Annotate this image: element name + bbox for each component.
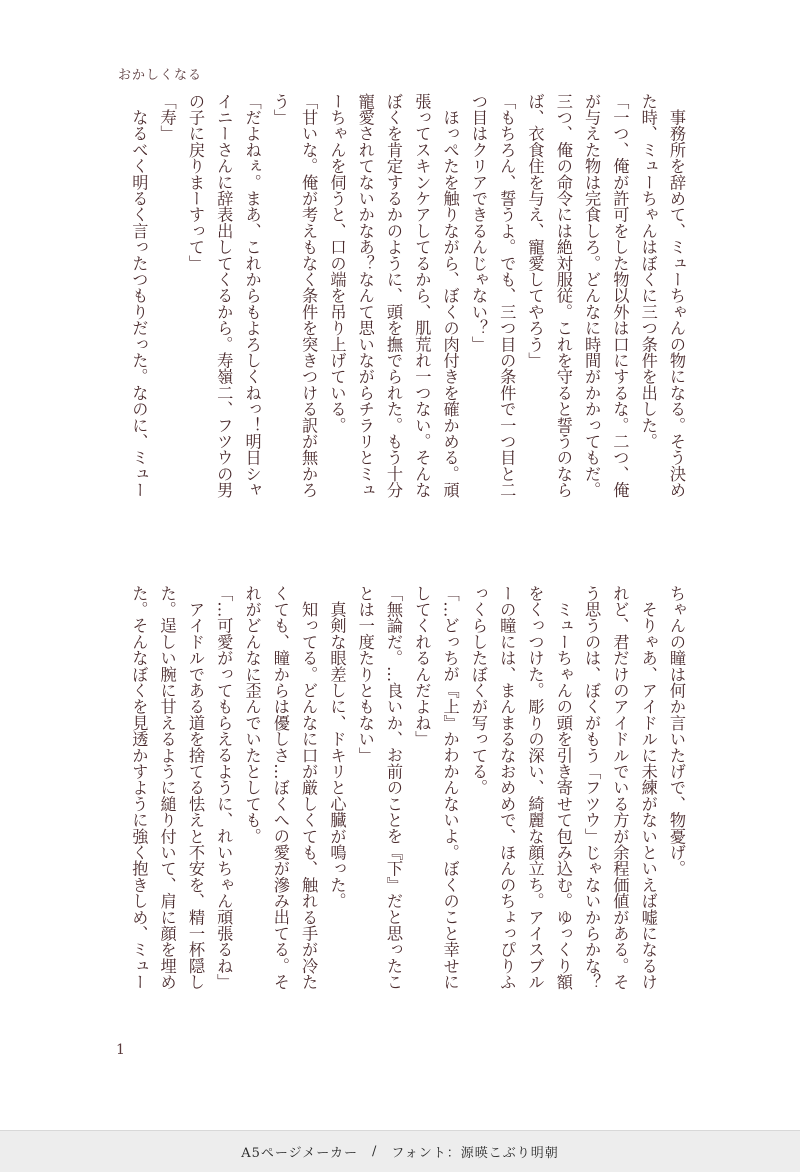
text-line: 事務所を辞めて、ミューちゃんの物になる。そう決め (667, 93, 686, 498)
footer-separator: / (372, 1144, 378, 1159)
text-line: してくれるんだよね」 (412, 585, 432, 747)
text-line: イニーさんに辞表出してくるから。寿嶺二、フツウの男 (214, 93, 234, 498)
footer-bar (0, 1130, 800, 1172)
text-line: そりゃあ、アイドルに未練がないといえば嘘になるけ (638, 585, 658, 990)
text-line: 知ってる。どんなに口が厳しくても、触れる手が冷た (299, 585, 319, 990)
text-line: ちゃんの瞳は何か言いたげで、物憂げ。 (667, 585, 686, 877)
text-line: っくらしたぼくが写ってる。 (468, 585, 488, 796)
text-line: ぼくを肯定するかのように、頭を撫でられた。もう十分 (384, 93, 404, 498)
text-line: つ目はクリアできるんじゃない？」 (468, 93, 488, 353)
text-line: う」 (270, 93, 290, 126)
footer-font-name: フォント：源暎こぶり明朝 (391, 1146, 559, 1161)
text-line: 寵愛されてないかなあ？なんて思いながらチラリとミュ (355, 93, 375, 498)
text-line: 「…可愛がってもらえるように、れいちゃん頑張るね」 (214, 585, 234, 990)
text-line: アイドルである道を捨てる怯えと不安を、精一杯隠し (185, 585, 205, 990)
text-line: た時、ミューちゃんはぼくに三つ条件を出した。 (638, 93, 658, 450)
text-line: 「だよねぇ。まあ、これからもよろしくねっ！明日シャ (242, 93, 262, 498)
text-line: とは一度たりともない」 (355, 585, 375, 764)
text-line: が与えた物は完食しろ。どんなに時間がかかってもだ。 (582, 93, 602, 498)
text-line: 真剣な眼差しに、ドキリと心臓が鳴った。 (327, 585, 347, 909)
text-line: をくっつけた。彫りの深い、綺麗な顔立ち。アイスブル (525, 585, 545, 990)
bottom-text-block (110, 585, 690, 1045)
text-line: 「甘いな。俺が考えもなく条件を突きつける訳が無かろ (299, 93, 319, 498)
text-line: くても、瞳からは優しさ…ぼくへの愛が滲み出てる。そ (270, 585, 290, 990)
text-line: なるべく明るく言ったつもりだった。なのに、ミュー (129, 93, 149, 498)
text-line: ば、衣食住を与え、寵愛してやろう」 (525, 93, 545, 369)
text-line: 「…どっちが『上』かわかんないよ。ぼくのこと幸せに (440, 585, 460, 990)
text-line: れど、君だけのアイドルでいる方が余程価値がある。そ (610, 585, 630, 990)
text-line: 「もちろん、誓うよ。でも、三つ目の条件で一つ目と二 (497, 93, 517, 498)
footer-app-name: A5ページメーカー (241, 1146, 358, 1161)
top-text-block (110, 93, 690, 553)
text-line: ミューちゃんの頭を引き寄せて包み込む。ゆっくり額 (553, 585, 573, 990)
text-line: ほっぺたを触りながら、ぼくの肉付きを確かめる。頑 (440, 93, 460, 498)
text-line: う思うのは、ぼくがもう「フツウ」じゃないからかな？ (582, 585, 602, 990)
text-line: ーちゃんを伺うと、口の端を吊り上げている。 (327, 93, 347, 434)
text-line: 「一つ、俺が許可をした物以外は口にするな。二つ、俺 (610, 93, 630, 498)
text-line: の子に戻りまーすって」 (185, 93, 205, 272)
text-line: 「無論だ。…良いか、お前のことを『下』だと思ったこ (384, 585, 404, 990)
text-line: 張ってスキンケアしてるから、肌荒れ一つない。そんな (412, 93, 432, 498)
text-line: 三つ、俺の命令には絶対服従。これを守ると誓うのなら (553, 93, 573, 498)
text-line: れがどんなに歪んでいたとしても。 (242, 585, 262, 845)
page-number: 1 (116, 1042, 125, 1058)
text-line: た。そんなぼくを見透かすように強く抱きしめ、ミュー (129, 585, 149, 990)
text-line: た。逞しい腕に甘えるように縋り付いて、肩に顔を埋め (157, 585, 177, 990)
text-line: ーの瞳には、まんまるなおめめで、ほんのちょっぴりふ (497, 585, 517, 990)
running-title: おかしくなる (118, 68, 203, 83)
text-line: 「寿」 (157, 93, 177, 142)
